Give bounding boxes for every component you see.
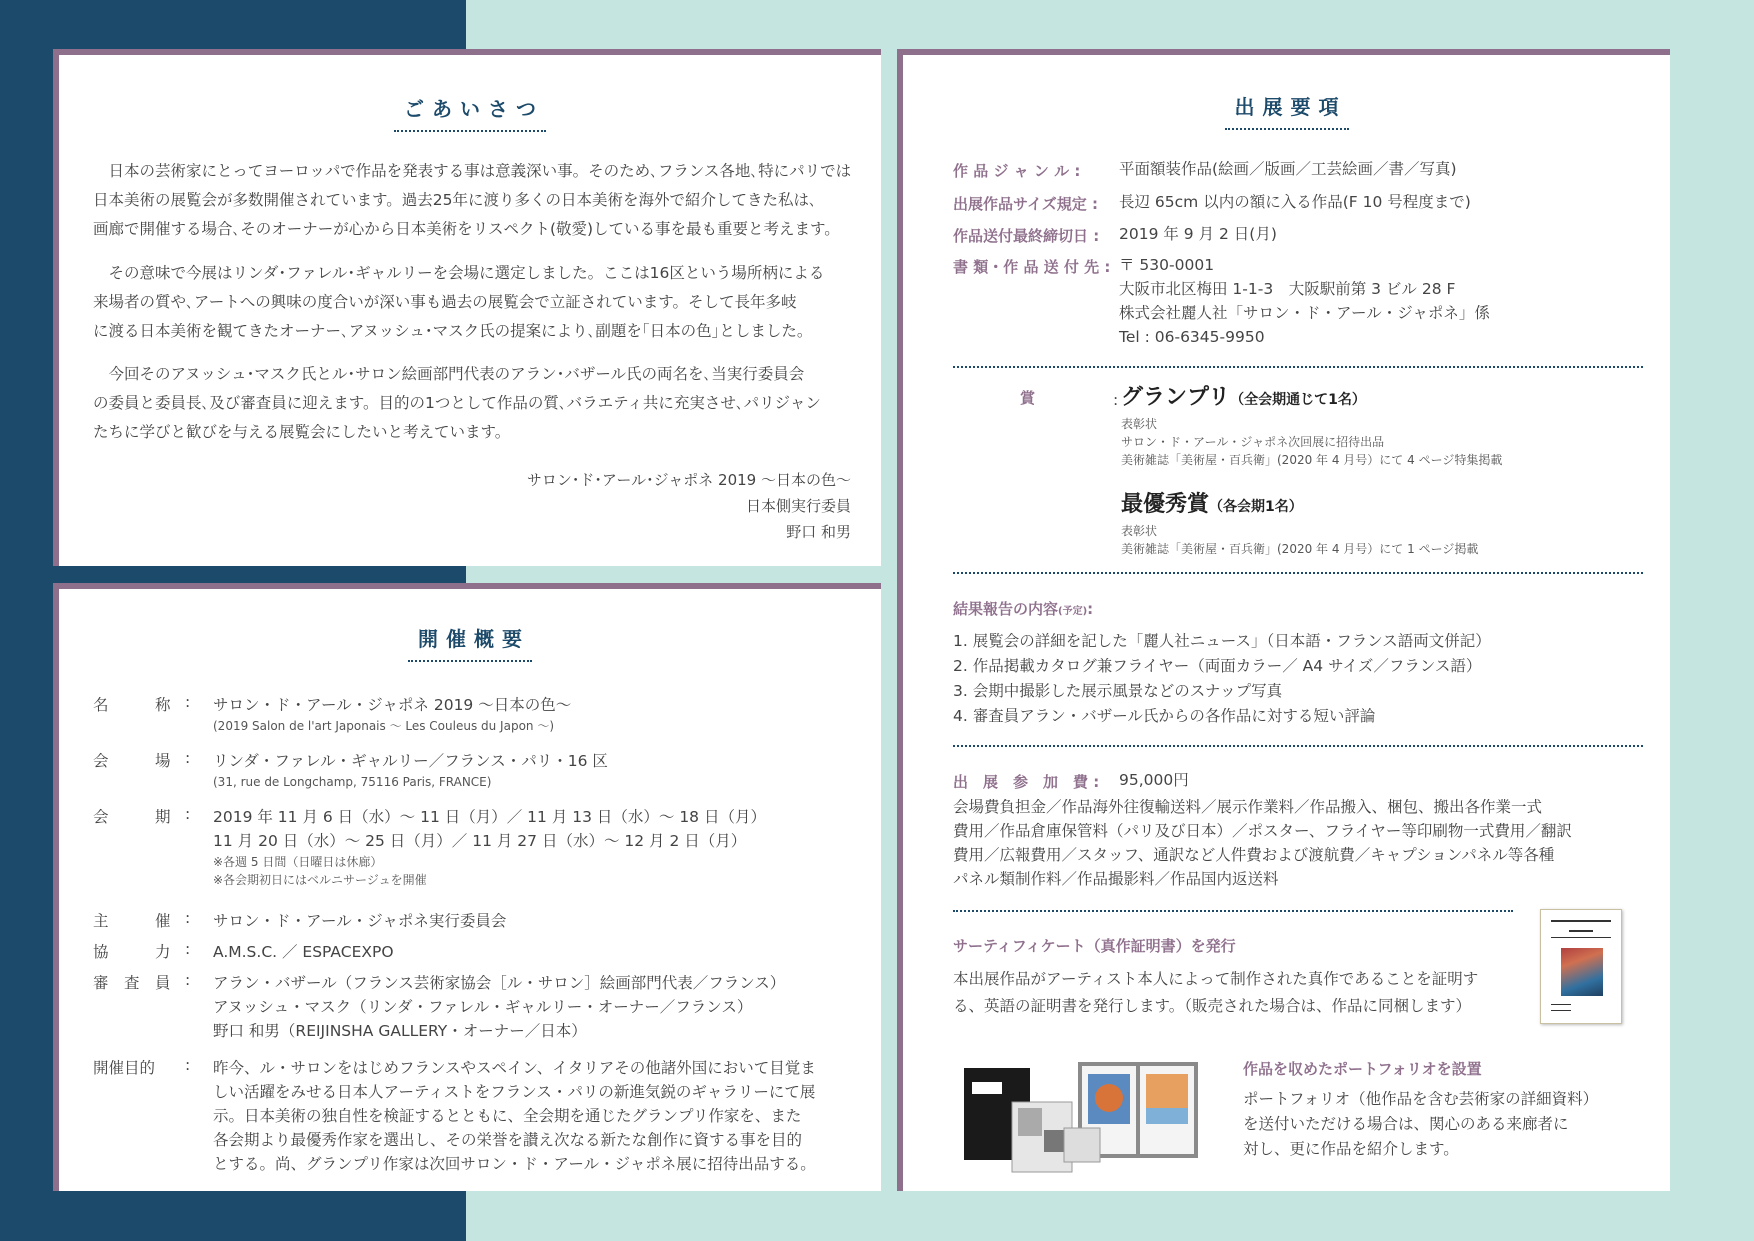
divider xyxy=(953,572,1643,574)
req-value-address: 〒 530-0001 大阪市北区梅田 1-1-3 大阪駅前第 3 ビル 28 F 株式会社麗人社「サロン・ド・アール・ジャポネ」係 Tel : 06-6345-9950 xyxy=(1119,256,1490,346)
divider xyxy=(953,366,1643,368)
req-label-deadline: 作品送付最終締切日 : xyxy=(953,227,1100,245)
req-value-genre: 平面額装作品(絵画／版画／工芸絵画／書／写真) xyxy=(1119,160,1457,178)
greeting-panel xyxy=(53,49,881,566)
req-value-deadline: 2019 年 9 月 2 日(月) xyxy=(1119,225,1277,243)
divider xyxy=(953,910,1513,912)
grand-prix-block: グランプリ（全会期通じて1名） 表彰状 サロン・ド・アール・ジャポネ次回展に招待出品 美術雑誌「美術屋・百兵衛」(2020 年 4 月号）にて 4 ページ特集掲載 xyxy=(1121,385,1503,467)
report-list: 1. 展覧会の詳細を記した「麗人社ニュース」（日本語・フランス語両文併記） 2. 作品掲載カタログ兼フライヤー（両面カラー／ A4 サイズ／フランス語） 3. 会期中撮影した展示風景などのスナップ写真 4. 審査員アラン・バザール氏からの各作品に対する短い評論 xyxy=(953,632,1491,725)
fee-label: 出 展 参 加 費 : xyxy=(953,773,1100,791)
req-value-size: 長辺 65cm 以内の額に入る作品(F 10 号程度まで) xyxy=(1119,193,1471,211)
certificate-text: 本出展作品がアーティスト本人によって制作された真作であることを証明す る、英語の証明書を発行します。（販売された場合は、作品に同梱します） xyxy=(953,970,1479,1015)
best-prize-block: 最優秀賞（各会期1名） 表彰状 美術雑誌「美術屋・百兵衛」(2020 年 4 月号）にて 1 ページ掲載 xyxy=(1121,492,1479,556)
greeting-signature: サロン･ド･アール･ジャポネ 2019 ～日本の色～ 日本側実行委員 野口 和男 xyxy=(526,471,851,541)
fee-details: 会場費負担金／作品海外往復輸送料／展示作業料／作品搬入、梱包、搬出各作業一式 費用／作品倉庫保管料（パリ及び日本）／ポスター、フライヤー等印刷物一式費用／翻訳 費用／広報費用／スタッフ、通訳など人件費および渡航費／キャプションパネル等各種 パネル類制作料／作品撮影料／作品国内返送料 xyxy=(953,798,1572,888)
portfolio-image xyxy=(960,1058,1200,1176)
requirements-title: 出展要項 xyxy=(903,91,1670,130)
greeting-paragraph-3: 今回そのアヌッシュ･マスク氏とル･サロン絵画部門代表のアラン･バザール氏の両名を､当実行委員会 の委員と委員長､及び審査員に迎えます。目的の1つとして作品の質､バラエティ共に充実させ､パリジャン たちに学びと歓びを与える展覧会にしたいと考えています。 xyxy=(93,365,821,441)
certificate-image xyxy=(1540,909,1622,1024)
summary-title: 開催概要 xyxy=(59,623,881,662)
divider xyxy=(953,745,1643,747)
report-label: 結果報告の内容(予定): xyxy=(953,600,1094,618)
req-label-genre: 作 品 ジ ャ ン ル : xyxy=(953,162,1081,180)
best-prize-title: 最優秀賞 xyxy=(1121,492,1210,517)
prize-label: 賞 xyxy=(1020,389,1036,407)
greeting-title: ごあいさつ xyxy=(59,93,881,132)
requirements-panel xyxy=(897,49,1670,1191)
portfolio-title: 作品を収めたポートフォリオを設置 xyxy=(1243,1060,1482,1078)
req-label-address: 書 類・作 品 送 付 先 : xyxy=(953,258,1111,276)
portfolio-text: ポートフォリオ（他作品を含む芸術家の詳細資料） を送付いただける場合は、関心のある来廊者に 対し、更に作品を紹介します。 xyxy=(1243,1090,1599,1158)
req-label-size: 出展作品サイズ規定 : xyxy=(953,195,1099,213)
fee-value: 95,000円 xyxy=(1119,771,1189,789)
summary-panel: 開催概要 名 称 : サロン・ド・アール・ジャポネ 2019 ～日本の色～ (2019 Salon de l'art Japonais ～ Les Couleus du Japon ～) 会 場 : リンダ・ファレル・ギャルリー／フランス・パリ・16 区 (31, rue de Longchamp, 75116 Paris, FRANCE) 会 期 : 2019 年 11 月 6 日（水）～ 11 日（月）／ 11 月 13 日（水）～ 18 日（月） 11 月 20 日（水）～ 25 日（月）／ 11 月 27 日（水）～ 12 月 2 日（月） ※各週 5 日間（日曜日は休廊） ※各会期初日にはベルニサージュを開催 主 催 : サロン・ド・アール・ジャポネ実行委員会 協 力 : A.M.S.C. ／ ESPACEXPO 審 査 員 : アラン・バザール（フランス芸術家協会［ル・サロン］絵画部門代表／フランス） アヌッシュ・マスク（リンダ・ファレル・ギャルリー・オーナー／フランス） 野口 和男（REIJINSHA GALLERY・オーナー／日本） 開催目的 : 昨今、ル・サロンをはじめフランスやスペイン、イタリアその他諸外国において目覚ま しい活躍をみせる日本人アーティストをフランス・パリの新進気鋭のギャラリーにて展 示。日本美術の独自性を検証するとともに、全会期を通じたグランプリ作家を、また 各会期より最優秀作家を選出し、その栄誉を讃え次なる新たな創作に資する事を目的 とする。尚、グランプリ作家は次回サロン・ド・アール・ジャポネ展に招待出品する。 xyxy=(53,583,881,1191)
grand-prix-title: グランプリ xyxy=(1121,385,1231,410)
certificate-title: サーティフィケート（真作証明書）を発行 xyxy=(953,937,1236,955)
greeting-paragraph-1: 日本の芸術家にとってヨーロッパで作品を発表する事は意義深い事。そのため､フランス各地､特にパリでは 日本美術の展覧会が多数開催されています。過去25年に渡り多くの日本美術を海外で紹介してきた私は､ 画廊で開催する場合､そのオーナーが心から日本美術をリスペクト(敬愛)している事を最も重要と考えます。 xyxy=(93,162,852,238)
prize-colon: : xyxy=(1113,391,1119,409)
greeting-paragraph-2: その意味で今展はリンダ･ファレル･ギャルリーを会場に選定しました。ここは16区という場所柄による 来場者の質や､アートへの興味の度合いが深い事も過去の展覧会で立証されています。そして長年多岐 に渡る日本美術を観てきたオーナー､アヌッシュ･マスク氏の提案により､副題を｢日本の色｣としました。 xyxy=(93,264,825,340)
